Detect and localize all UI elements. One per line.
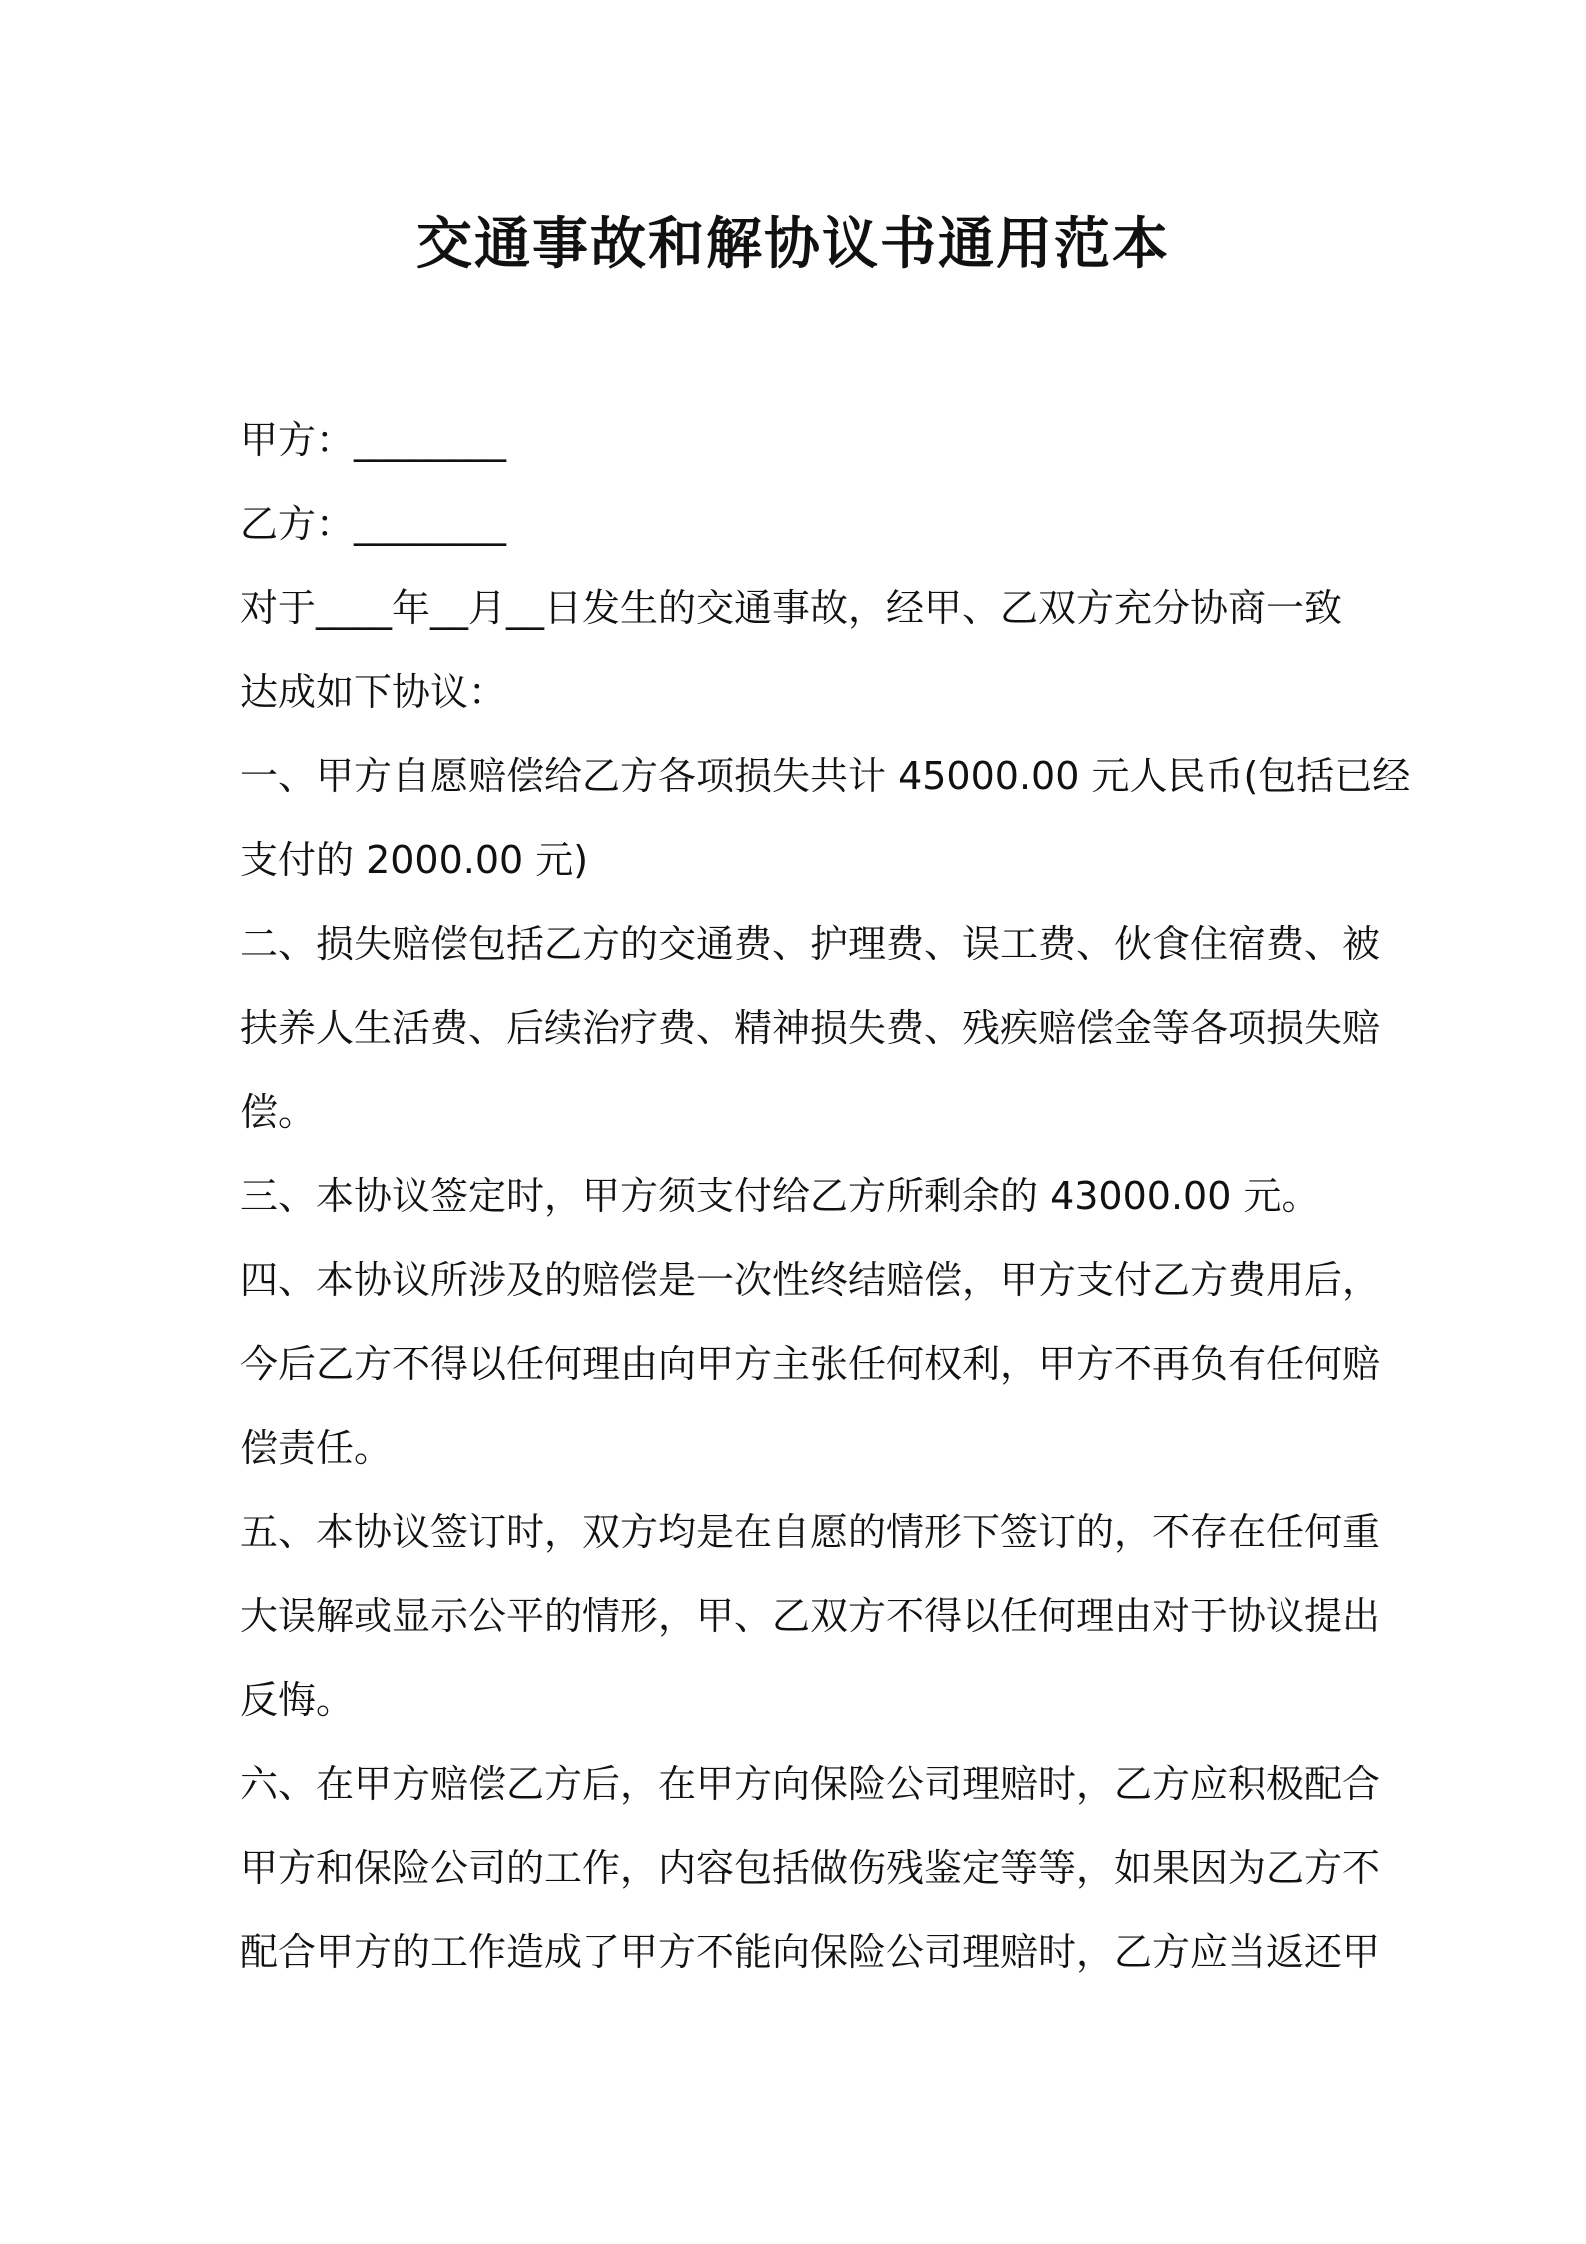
text-line: 支付的 2000.00 元)	[240, 838, 589, 882]
text-line: 乙方：________	[240, 502, 507, 546]
text-line: 达成如下协议：	[240, 670, 507, 714]
text-line: 扶养人生活费、后续治疗费、精神损失费、残疾赔偿金等各项损失赔	[240, 1006, 1381, 1050]
text-line: 偿。	[240, 1090, 317, 1134]
text-line: 四、本协议所涉及的赔偿是一次性终结赔偿，甲方支付乙方费用后，	[240, 1258, 1381, 1302]
text-line: 甲方：________	[240, 418, 507, 462]
text-line: 配合甲方的工作造成了甲方不能向保险公司理赔时，乙方应当返还甲	[240, 1930, 1381, 1974]
text-line: 五、本协议签订时，双方均是在自愿的情形下签订的，不存在任何重	[240, 1510, 1381, 1554]
document-body	[240, 398, 1411, 1994]
text-line: 偿责任。	[240, 1426, 393, 1470]
text-line: 六、在甲方赔偿乙方后，在甲方向保险公司理赔时，乙方应积极配合	[240, 1762, 1381, 1806]
text-line: 大误解或显示公平的情形，甲、乙双方不得以任何理由对于协议提出	[240, 1594, 1381, 1638]
text-line: 对于____年__月__日发生的交通事故，经甲、乙双方充分协商一致	[240, 586, 1343, 630]
text-line: 甲方和保险公司的工作，内容包括做伤残鉴定等等，如果因为乙方不	[240, 1846, 1381, 1890]
text-line: 反悔。	[240, 1678, 355, 1722]
text-line: 今后乙方不得以任何理由向甲方主张任何权利，甲方不再负有任何赔	[240, 1342, 1381, 1386]
text-line: 三、本协议签定时，甲方须支付给乙方所剩余的 43000.00 元。	[240, 1174, 1320, 1218]
text-line: 二、损失赔偿包括乙方的交通费、护理费、误工费、伙食住宿费、被	[240, 922, 1381, 966]
text-line: 一、甲方自愿赔偿给乙方各项损失共计 45000.00 元人民币(包括已经	[240, 754, 1411, 798]
document-title: 交通事故和解协议书通用范本	[416, 212, 1170, 277]
